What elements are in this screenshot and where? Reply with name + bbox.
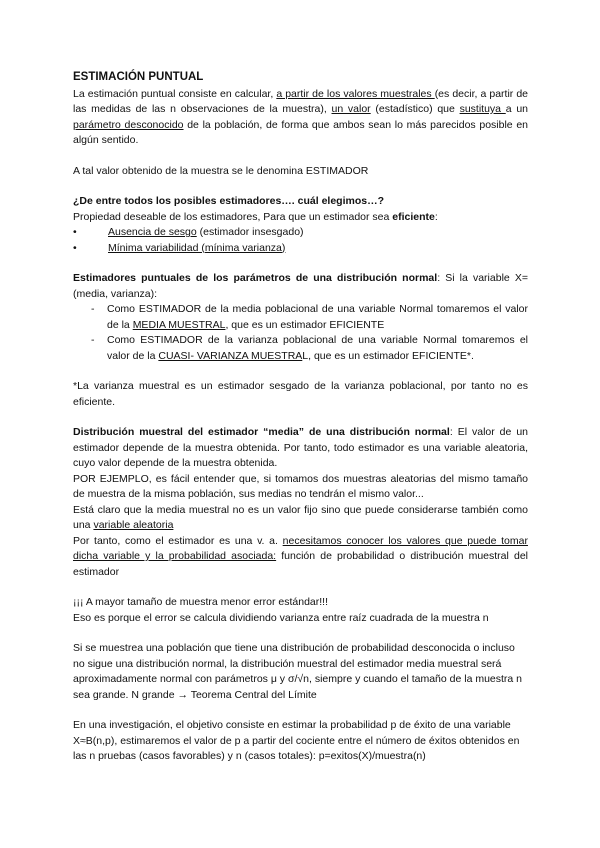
distribucion-text: : El valor de un estimador depende de la muestra obtenida. Por tanto, todo estimador es una variable aleatoria, cuyo valor depende de la muestra obtenida. [73, 426, 528, 469]
portanto-text: función de probabilidad o distribución muestral del estimador [73, 550, 528, 578]
error-line-2: Eso es porque el error se calcula dividiendo varianza entre raíz cuadrada de la muestra n [73, 611, 489, 624]
intro-text: (estadístico) que [370, 103, 460, 115]
list-item-text: , que es un estimador EFICIENTE [225, 318, 385, 331]
page-title: ESTIMACIÓN PUNTUAL [73, 71, 204, 83]
list-item [73, 241, 528, 257]
list-item-underline: MEDIA MUESTRAL [132, 318, 226, 331]
property-text: : [434, 210, 438, 223]
distribucion-paragraph [73, 425, 528, 472]
puntuales-text: : Si la variable X=(media, varianza): [73, 272, 528, 300]
estimators-list [73, 302, 528, 364]
list-item-underline: Mínima variabilidad (mínima varianza) [108, 241, 286, 254]
intro-underline-valores: a partir de los valores muestrales [276, 87, 435, 100]
tcl-paragraph: Si se muestrea una población que tiene una distribución de probabilidad desconocida o incluso no sigue una distribución normal, la distribución muestral del estimador media muestral será aproximadamente normal con parámetros μ y σ/√n, siempre y cuando el tamaño de la muestra n sea grande. N grande → Teorema Central del Límite [73, 642, 523, 701]
error-line-1: ¡¡¡ A mayor tamaño de muestra menor error estándar!!! [73, 596, 329, 608]
intro-underline-parametro: parámetro desconocido [73, 118, 184, 131]
intro-text: La estimación puntual consiste en calcular, [73, 87, 277, 100]
binomial-paragraph: En una investigación, el objetivo consiste en estimar la probabilidad p de éxito de una variable X≈B(n,p), estimaremos el valor de p a partir del cociente entre el número de éxitos obtenidos en las n pruebas (casos favorables) y n (casos totales): p=exitos(X)/muestra(n) [73, 719, 520, 762]
intro-text: (es decir, a partir de las medidas de las n observaciones de la muestra), [73, 87, 528, 115]
intro-paragraph [73, 87, 528, 149]
portanto-underline: necesitamos conocer los valores que puede tomar dicha variable y la probabilidad asociada: [73, 534, 528, 562]
puntuales-heading: Estimadores puntuales de los parámetros de una distribución normal [73, 272, 438, 284]
claro-underline: variable aleatoria [93, 519, 174, 531]
list-item-underline: Ausencia de sesgo [108, 226, 197, 238]
estimador-definition: A tal valor obtenido de la muestra se le denomina ESTIMADOR [73, 164, 369, 177]
claro-paragraph [73, 503, 528, 534]
property-text: Propiedad deseable de los estimadores, Para que un estimador sea [73, 210, 393, 223]
list-item-text: L, que es un estimador EFICIENTE*. [302, 349, 474, 362]
footnote: *La varianza muestral es un estimador sesgado de la varianza poblacional, por tanto no es eficiente. [73, 380, 528, 408]
intro-underline-sustituya: sustituya [459, 103, 506, 115]
claro-text: Está claro que la media muestral no es un valor fijo sino que puede considerarse también como una [73, 503, 528, 531]
portanto-paragraph [73, 534, 528, 581]
property-bold: eficiente [392, 210, 435, 223]
question-heading: ¿De entre todos los posibles estimadores…. cuál elegimos…? [73, 195, 384, 207]
list-item-text: (estimador insesgado) [196, 226, 304, 238]
list-item [73, 302, 528, 333]
list-item-underline: CUASI- VARIANZA MUESTRA [158, 349, 303, 362]
property-list [73, 225, 528, 256]
property-line [73, 210, 528, 226]
portanto-text: Por tanto, como el estimador es una v. a. [73, 534, 283, 547]
list-item-text: Como ESTIMADOR de la media poblacional de una variable Normal tomaremos el valor de la [107, 303, 528, 331]
document-body [73, 70, 528, 765]
intro-text: a un [505, 103, 528, 115]
list-item [73, 333, 528, 364]
distribucion-heading: Distribución muestral del estimador “media” de una distribución normal [73, 426, 450, 438]
list-item-text: Como ESTIMADOR de la varianza poblacional de una variable Normal tomaremos el valor de la [107, 334, 528, 362]
intro-underline-valor: un valor [331, 103, 371, 115]
ejemplo-paragraph: POR EJEMPLO, es fácil entender que, si tomamos dos muestras aleatorias del mismo tamaño de muestra de la misma población, sus medias no tendrán el mismo valor... [73, 472, 528, 500]
puntuales-paragraph [73, 271, 528, 302]
list-item [73, 225, 528, 241]
intro-text: de la población, de forma que ambos sean lo más parecidos posible en algún sentido. [73, 118, 528, 146]
